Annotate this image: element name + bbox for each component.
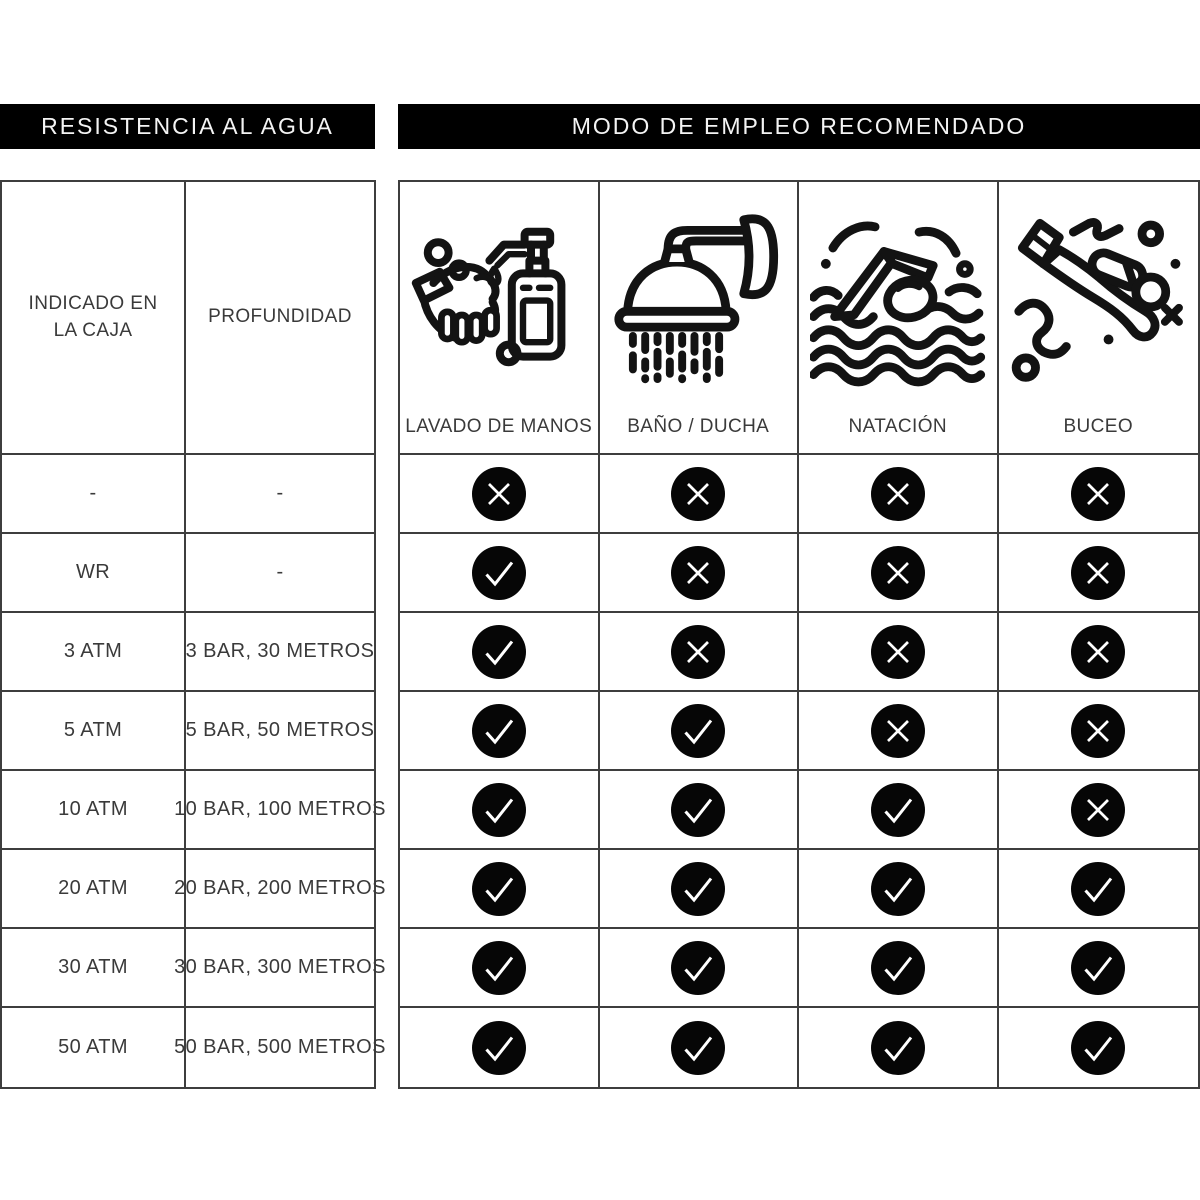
- left-table-title: RESISTENCIA AL AGUA: [41, 113, 334, 139]
- x-icon: [671, 625, 725, 679]
- usage-column-label: BUCEO: [1063, 416, 1134, 437]
- cell-text: 20 BAR, 200 METROS: [174, 877, 386, 899]
- not-recommended-cell: [799, 613, 999, 692]
- check-icon: [871, 783, 925, 837]
- rating-cell: [2, 692, 186, 771]
- cell-text: 20 ATM: [58, 877, 128, 899]
- recommended-cell: [600, 1008, 800, 1087]
- check-icon: [671, 783, 725, 837]
- x-icon: [1071, 704, 1125, 758]
- check-icon: [1071, 941, 1125, 995]
- usage-column-label: LAVADO DE MANOS: [405, 416, 593, 437]
- depth-cell: [186, 613, 374, 692]
- rating-cell: [2, 534, 186, 613]
- x-icon: [871, 546, 925, 600]
- usage-column-label: BAÑO / DUCHA: [627, 416, 770, 437]
- column-header-label: PROFUNDIDAD: [208, 306, 352, 328]
- not-recommended-cell: [999, 771, 1199, 850]
- cell-text: -: [276, 561, 284, 583]
- cell-text: 50 ATM: [58, 1036, 128, 1058]
- usage-column-diving: [999, 182, 1199, 455]
- check-icon: [671, 941, 725, 995]
- shower-icon: [600, 182, 798, 416]
- cell-text: WR: [75, 561, 111, 583]
- rating-cell: [2, 1008, 186, 1087]
- check-icon: [871, 1021, 925, 1075]
- cell-text: 50 BAR, 500 METROS: [174, 1036, 386, 1058]
- x-icon: [1071, 625, 1125, 679]
- cell-text: 5 ATM: [63, 719, 123, 741]
- recommended-cell: [999, 850, 1199, 929]
- not-recommended-cell: [999, 613, 1199, 692]
- left-table-title-bar: [0, 104, 375, 149]
- usage-column-swimming: [799, 182, 999, 455]
- recommended-cell: [400, 850, 600, 929]
- check-icon: [671, 1021, 725, 1075]
- recommended-cell: [600, 929, 800, 1008]
- cell-text: 30 ATM: [58, 956, 128, 978]
- depth-cell: [186, 534, 374, 613]
- rating-cell: [2, 929, 186, 1008]
- x-icon: [472, 467, 526, 521]
- diving-icon: [999, 182, 1199, 416]
- rating-cell: [2, 850, 186, 929]
- not-recommended-cell: [600, 455, 800, 534]
- depth-cell: [174, 771, 386, 850]
- cell-text: 3 BAR, 30 METROS: [185, 640, 375, 662]
- recommended-cell: [400, 929, 600, 1008]
- check-icon: [671, 862, 725, 916]
- x-icon: [1071, 783, 1125, 837]
- depth-cell: [174, 929, 386, 1008]
- check-icon: [671, 704, 725, 758]
- recommended-cell: [799, 771, 999, 850]
- water-resistance-table: [0, 180, 386, 1089]
- not-recommended-cell: [999, 534, 1199, 613]
- check-icon: [1071, 1021, 1125, 1075]
- cell-text: 3 ATM: [63, 640, 123, 662]
- recommended-cell: [799, 929, 999, 1008]
- depth-cell: [186, 692, 374, 771]
- not-recommended-cell: [600, 613, 800, 692]
- column-header-profundidad: [186, 182, 374, 455]
- x-icon: [1071, 546, 1125, 600]
- check-icon: [472, 546, 526, 600]
- depth-cell: [186, 455, 374, 534]
- x-icon: [671, 467, 725, 521]
- not-recommended-cell: [799, 534, 999, 613]
- check-icon: [472, 704, 526, 758]
- recommended-cell: [799, 850, 999, 929]
- check-icon: [472, 625, 526, 679]
- cell-text: 10 ATM: [58, 798, 128, 820]
- recommended-cell: [799, 1008, 999, 1087]
- x-icon: [1071, 467, 1125, 521]
- recommended-cell: [400, 534, 600, 613]
- check-icon: [472, 1021, 526, 1075]
- recommended-cell: [999, 1008, 1199, 1087]
- not-recommended-cell: [799, 692, 999, 771]
- recommended-cell: [600, 850, 800, 929]
- x-icon: [871, 467, 925, 521]
- check-icon: [871, 941, 925, 995]
- recommended-cell: [400, 771, 600, 850]
- recommended-cell: [400, 1008, 600, 1087]
- recommended-cell: [600, 692, 800, 771]
- not-recommended-cell: [799, 455, 999, 534]
- x-icon: [871, 704, 925, 758]
- check-icon: [871, 862, 925, 916]
- cell-text: 10 BAR, 100 METROS: [174, 798, 386, 820]
- depth-cell: [174, 1008, 386, 1087]
- rating-cell: [2, 771, 186, 850]
- check-icon: [472, 862, 526, 916]
- rating-cell: [2, 613, 186, 692]
- handwash-icon: [400, 182, 598, 416]
- usage-column-label: NATACIÓN: [848, 416, 948, 437]
- rating-cell: [2, 455, 186, 534]
- recommended-cell: [999, 929, 1199, 1008]
- recommended-cell: [400, 613, 600, 692]
- column-header-label: INDICADO EN LA CAJA: [28, 292, 158, 341]
- usage-column-shower: [600, 182, 800, 455]
- not-recommended-cell: [600, 534, 800, 613]
- depth-cell: [174, 850, 386, 929]
- usage-column-handwash: [400, 182, 600, 455]
- swimming-icon: [799, 182, 997, 416]
- recommended-cell: [600, 771, 800, 850]
- x-icon: [871, 625, 925, 679]
- cell-text: 5 BAR, 50 METROS: [185, 719, 375, 741]
- cell-text: -: [89, 482, 97, 504]
- right-table-title-bar: [398, 104, 1200, 149]
- not-recommended-cell: [999, 692, 1199, 771]
- right-table-title: MODO DE EMPLEO RECOMENDADO: [571, 113, 1027, 139]
- check-icon: [472, 783, 526, 837]
- recommended-usage-table: [398, 180, 1200, 1089]
- check-icon: [472, 941, 526, 995]
- not-recommended-cell: [999, 455, 1199, 534]
- cell-text: 30 BAR, 300 METROS: [174, 956, 386, 978]
- not-recommended-cell: [400, 455, 600, 534]
- column-header-indicado-en-la-caja: [2, 182, 186, 455]
- x-icon: [671, 546, 725, 600]
- cell-text: -: [276, 482, 284, 504]
- check-icon: [1071, 862, 1125, 916]
- recommended-cell: [400, 692, 600, 771]
